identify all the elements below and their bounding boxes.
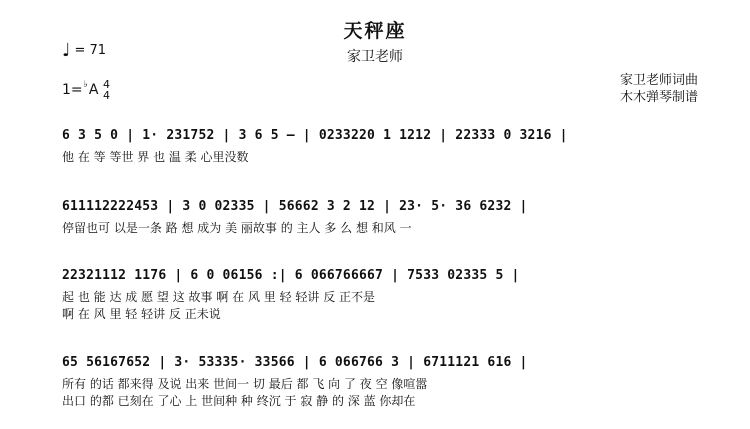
score-line-2-lyric: 停留也可 以是一条 路 想 成为 美 丽故事 的 主人 多 么 想 和风 一 (62, 221, 412, 235)
score-line-4-notes: 65 56167652 | 3· 53335· 33566 | 6 066766 3 | 6711121 616 | (62, 355, 528, 370)
score-line-1-lyric: 他 在 等 等世 界 也 温 柔 心里没数 (62, 150, 249, 164)
score-line-4-lyric-1: 所有 的话 都来得 及说 出来 世间一 切 最后 都 飞 向 了 夜 空 像喧嚣 (62, 377, 428, 391)
credit-transcriber: 木木弹琴制谱 (619, 90, 698, 105)
score-line-3-lyric-1: 起 也 能 达 成 愿 望 这 故事 啊 在 风 里 轻 轻讲 反 正不是 (62, 290, 376, 304)
song-title: 天秤座 (343, 20, 407, 42)
score-line-4-lyric-2: 出口 的都 已刻在 了心 上 世间种 种 终沉 于 寂 静 的 深 蓝 你却在 (62, 394, 416, 408)
flat-icon: ♭ (83, 80, 88, 90)
time-signature-bottom: 4 (103, 89, 110, 102)
quarter-note-icon: ♩ (62, 40, 71, 61)
tempo-marking (62, 40, 106, 61)
score-line-2-notes: 611112222453 | 3 0 02335 | 56662 3 2 12 | 23· 5· 36 6232 | (62, 199, 528, 214)
key-signature (62, 80, 98, 98)
credits (620, 72, 698, 106)
score-line-3-lyric-2: 啊 在 风 里 轻 轻讲 反 正未说 (62, 307, 221, 321)
song-subtitle: 家卫老师 (347, 49, 403, 65)
time-signature-top: 4 (103, 78, 110, 91)
credit-composer: 家卫老师词曲 (619, 73, 698, 88)
key-note: A (88, 82, 99, 98)
score-line-3-notes: 22321112 1176 | 6 0 06156 :| 6 066766667 | 7533 02335 5 | (62, 268, 520, 283)
tempo-value: = 71 (74, 43, 107, 58)
key-prefix: 1= (62, 82, 83, 98)
score-line-1-notes: 6 3 5 0 | 1· 231752 | 3 6 5 — | 0233220 1 1212 | 22333 0 3216 | (62, 128, 568, 143)
time-signature (103, 79, 110, 101)
